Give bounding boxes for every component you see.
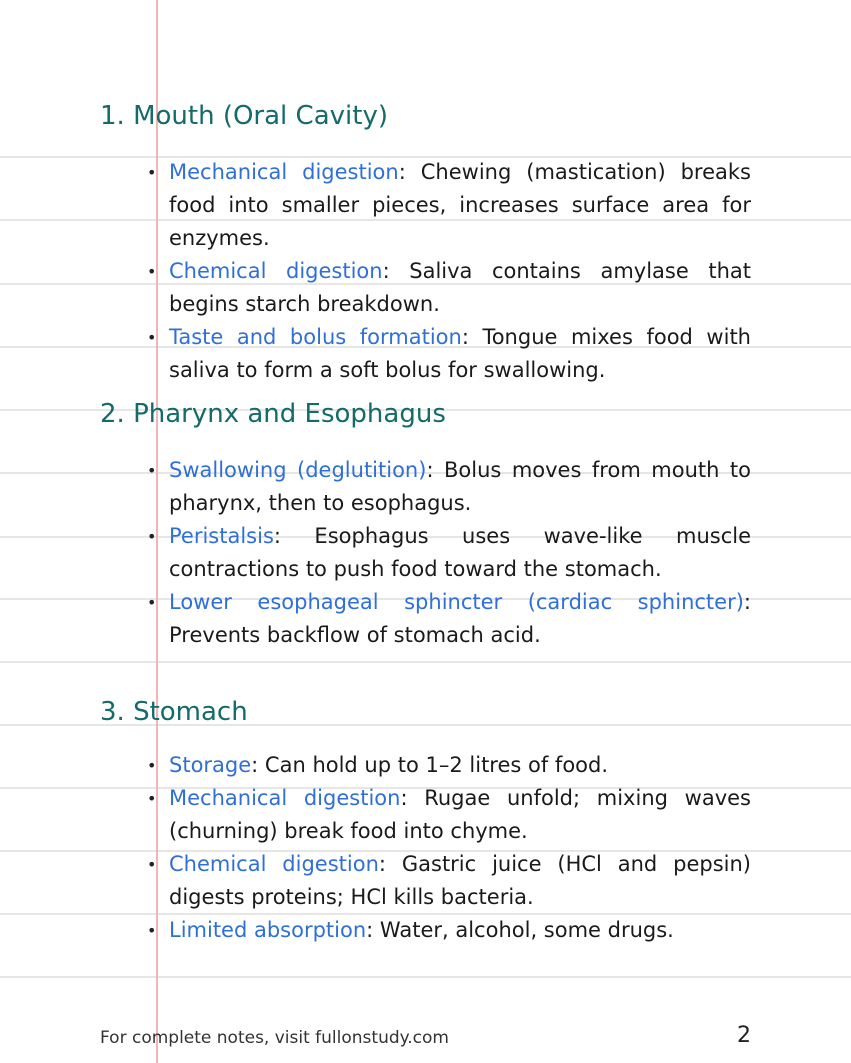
key-term: Peristalsis xyxy=(169,524,274,548)
key-term: Mechanical digestion xyxy=(169,786,401,810)
list-item xyxy=(145,749,751,782)
list-item xyxy=(145,520,751,586)
section-heading-pharynx-esophagus: 2. Pharynx and Esophagus xyxy=(100,399,446,429)
section-heading-stomach: 3. Stomach xyxy=(100,697,248,727)
bullet-icon: • xyxy=(147,262,157,281)
item-text: : Esophagus uses wave-like muscle contractions to push food toward the stomach. xyxy=(169,524,751,581)
key-term: Lower esophageal sphincter (cardiac sphincter) xyxy=(169,590,744,614)
section-heading-mouth: 1. Mouth (Oral Cavity) xyxy=(100,101,388,131)
bullet-icon: • xyxy=(147,921,157,940)
bullet-icon: • xyxy=(147,756,157,775)
bullet-icon: • xyxy=(147,789,157,808)
item-text: : Prevents backflow of stomach acid. xyxy=(169,590,751,647)
bullet-icon: • xyxy=(147,593,157,612)
item-text: : Saliva contains amylase that begins starch breakdown. xyxy=(169,259,751,316)
item-text: : Bolus moves from mouth to pharynx, then to esophagus. xyxy=(169,458,751,515)
footer-text: For complete notes, visit fullonstudy.com xyxy=(100,1028,449,1048)
ruled-line xyxy=(0,661,851,663)
list-item xyxy=(145,454,751,520)
item-text: : Water, alcohol, some drugs. xyxy=(366,918,674,942)
key-term: Limited absorption xyxy=(169,918,367,942)
key-term: Chemical digestion xyxy=(169,259,383,283)
list-item xyxy=(145,255,751,321)
item-text: : Tongue mixes food with saliva to form a soft bolus for swallowing. xyxy=(169,325,751,382)
bullet-icon: • xyxy=(147,527,157,546)
bullet-icon: • xyxy=(147,461,157,480)
key-term: Mechanical digestion xyxy=(169,160,399,184)
ruled-line xyxy=(0,976,851,978)
bullet-icon: • xyxy=(147,855,157,874)
list-item xyxy=(145,782,751,848)
item-text: : Can hold up to 1–2 litres of food. xyxy=(251,753,609,777)
list-item xyxy=(145,156,751,255)
item-text: : Gastric juice (HCl and pepsin) digests proteins; HCl kills bacteria. xyxy=(169,852,751,909)
key-term: Taste and bolus formation xyxy=(169,325,462,349)
page-number: 2 xyxy=(737,1023,751,1048)
item-text: : Rugae unfold; mixing waves (churning) break food into chyme. xyxy=(169,786,751,843)
list-item xyxy=(145,848,751,914)
bullet-list-stomach xyxy=(145,749,751,947)
key-term: Chemical digestion xyxy=(169,852,379,876)
item-text: : Chewing (mastication) breaks food into smaller pieces, increases surface area for enzymes. xyxy=(169,160,751,250)
bullet-icon: • xyxy=(147,163,157,182)
bullet-icon: • xyxy=(147,328,157,347)
key-term: Swallowing (deglutition) xyxy=(169,458,427,482)
bullet-list-pharynx-esophagus xyxy=(145,454,751,652)
list-item xyxy=(145,321,751,387)
bullet-list-mouth xyxy=(145,156,751,387)
list-item xyxy=(145,914,751,947)
key-term: Storage xyxy=(169,753,252,777)
list-item xyxy=(145,586,751,652)
